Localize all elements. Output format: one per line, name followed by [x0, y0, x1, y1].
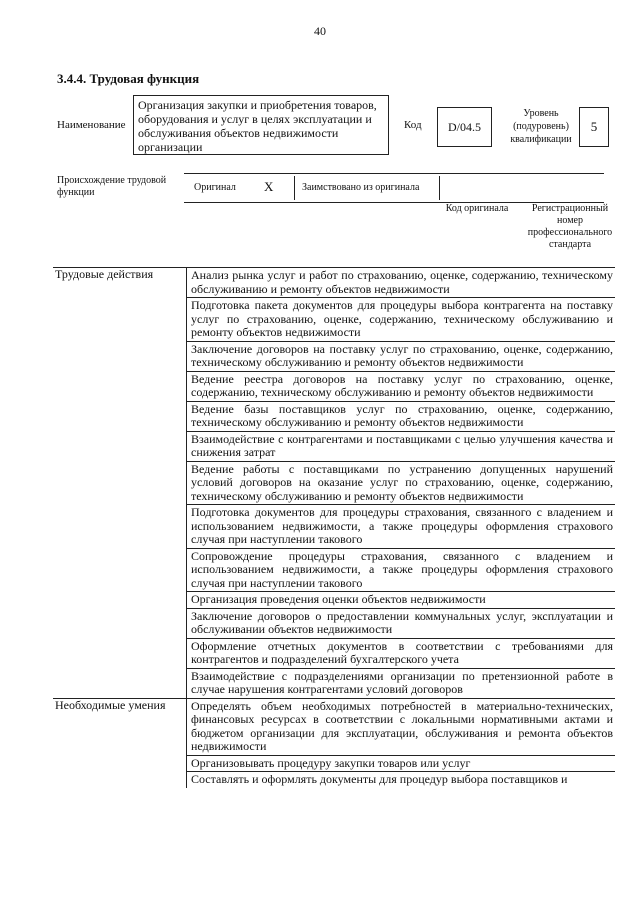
- required-skill-item: Определять объем необходимых потребностей в материально-технических, финансовых ресурсах в соответствии с локальными нормативными актами и бюджетом организации для эксплуатации, обслуживания и ремонта объектов недвижимости: [187, 698, 616, 755]
- code-label: Код: [404, 119, 422, 131]
- name-label: Наименование: [57, 119, 126, 131]
- page-number: 40: [314, 24, 326, 38]
- origin-caption-code: Код оригинала: [445, 203, 509, 214]
- origin-mark: X: [264, 179, 274, 194]
- labor-actions-label: Трудовые действия: [53, 268, 187, 699]
- labor-action-item: Ведение базы поставщиков услуг по страхованию, оценке, содержанию, техническому обслуживанию и ремонту объектов недвижимости: [187, 401, 616, 431]
- required-skills-label: Необходимые умения: [53, 698, 187, 788]
- section-title: 3.4.4. Трудовая функция: [57, 71, 200, 86]
- origin-row: [57, 173, 617, 203]
- origin-box: [184, 173, 604, 203]
- required-skill-item: Организовывать процедуру закупки товаров или услуг: [187, 755, 616, 772]
- function-table: [53, 267, 615, 788]
- origin-borrowed: Заимствовано из оригинала: [302, 182, 420, 193]
- function-name-box: Организация закупки и приобретения товаров, оборудования и услуг в целях эксплуатации и обслуживания объектов недвижимости организации: [133, 95, 389, 155]
- labor-action-item: Анализ рынка услуг и работ по страхованию, оценке, содержанию, техническому обслуживанию и ремонту объектов недвижимости: [187, 268, 616, 298]
- divider: [294, 176, 295, 200]
- function-header: [57, 95, 617, 157]
- labor-action-item: Оформление отчетных документов в соответствии с требованиями для контрагентов и подразделений бухгалтерского учета: [187, 638, 616, 668]
- origin-original: Оригинал: [194, 182, 236, 193]
- required-skill-item: Составлять и оформлять документы для процедур выбора поставщиков и: [187, 772, 616, 788]
- labor-action-item: Подготовка документов для процедуры страхования, связанного с владением и использованием недвижимости, а также процедуры оформления страхового случая при наступлении такового: [187, 505, 616, 549]
- code-value: D/04.5: [437, 107, 492, 147]
- labor-action-item: Подготовка пакета документов для процедуры выбора контрагента на поставку услуг по страхованию, оценке, содержанию, техническому обслуживанию и ремонту объектов недвижимости: [187, 298, 616, 342]
- divider: [439, 176, 440, 200]
- labor-action-item: Взаимодействие с подразделениями организации по претензионной работе в случае нарушения контрагентами условий договоров: [187, 668, 616, 698]
- labor-action-item: Взаимодействие с контрагентами и поставщиками с целью улучшения качества и снижения затрат: [187, 431, 616, 461]
- level-value: 5: [579, 107, 609, 147]
- labor-action-item: Организация проведения оценки объектов недвижимости: [187, 592, 616, 609]
- labor-action-item: Заключение договоров на поставку услуг по страхованию, оценке, содержанию, техническому обслуживанию и ремонту объектов недвижимости: [187, 341, 616, 371]
- labor-action-item: Ведение реестра договоров на поставку услуг по страхованию, оценке, содержанию, техническому обслуживанию и ремонту объектов недвижимости: [187, 371, 616, 401]
- labor-action-item: Сопровождение процедуры страхования, связанного с владением и использованием недвижимости, а также процедуры оформления страхового случая при наступлении такового: [187, 548, 616, 592]
- origin-label: Происхождение трудовой функции: [57, 175, 167, 198]
- origin-caption-reg: Регистрационный номер профессионального стандарта: [527, 203, 613, 250]
- level-label: Уровень (подуровень) квалификации: [510, 108, 572, 145]
- labor-action-item: Ведение работы с поставщиками по устранению допущенных нарушений условий договоров на оказание услуг по страхованию, оценке, содержанию, техническому обслуживанию и ремонту объектов недвижимости: [187, 461, 616, 505]
- labor-action-item: Заключение договоров о предоставлении коммунальных услуг, эксплуатации и обслуживании объектов недвижимости: [187, 608, 616, 638]
